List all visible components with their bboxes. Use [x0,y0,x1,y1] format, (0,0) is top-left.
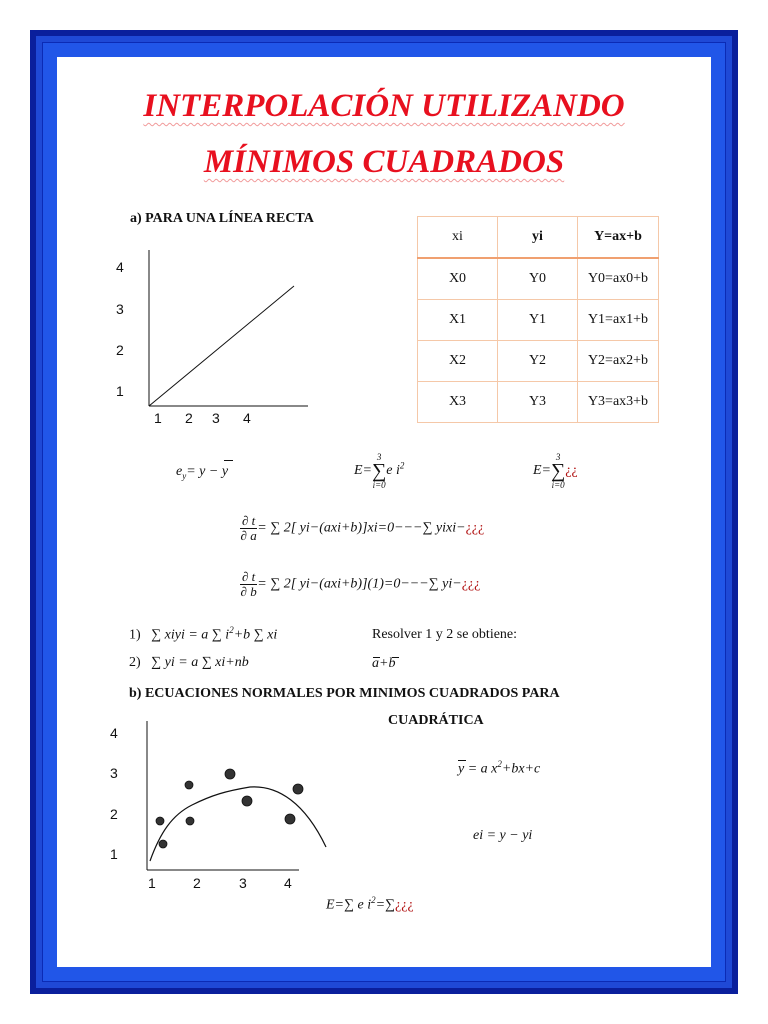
quadratic-graph-x-tick: 4 [284,875,292,891]
linear-graph-x-tick: 2 [185,410,193,426]
section-a-heading: a) PARA UNA LÍNEA RECTA [130,211,314,226]
table-header-cell: xi [418,217,498,259]
formula-error: $e_y= y - y$ [176,464,229,481]
linear-graph-x-tick: 3 [212,410,220,426]
values-table [417,216,659,423]
quadratic-graph-y-tick: 2 [110,806,118,822]
section-b-heading-line-2: CUADRÁTICA [388,713,484,728]
table-header-row [418,217,659,259]
data-point [293,784,303,794]
title-line-2: MÍNIMOS CUADRADOS [203,144,565,180]
table-cell: Y1 [498,300,578,341]
table-cell: Y2 [498,341,578,382]
data-point [185,781,193,789]
table-cell: X0 [418,258,498,300]
data-point [225,769,235,779]
title-line-1: INTERPOLACIÓN UTILIZANDO [143,88,625,124]
linear-graph-x-tick: 4 [243,410,251,426]
table-cell: Y0=ax0+b [578,258,659,300]
table-cell: Y3 [498,382,578,423]
overbar [224,460,233,461]
linear-graph-y-tick: 3 [116,301,124,317]
formula-E-quadratic: E=∑ e $i^2=\sum¿¿¿$ [326,895,414,913]
data-point [186,817,194,825]
linear-graph-x-tick: 1 [154,410,162,426]
data-point [156,817,164,825]
table-cell: Y1=ax1+b [578,300,659,341]
overbar [373,657,380,658]
quadratic-graph-y-tick: 3 [110,765,118,781]
resolver-text: Resolver 1 y 2 se obtiene: [372,627,518,642]
overbar [458,760,466,761]
equation-2: 2) ∑ yi = a ∑ xi+nb [129,655,249,670]
data-point [242,796,252,806]
linear-graph-y-tick: 2 [116,342,124,358]
table-header-cell: yi [498,217,578,259]
linear-graph-y-tick: 1 [116,383,124,399]
linear-graph-line [149,286,294,406]
solution-ab: a+b [372,656,396,671]
linear-graph [100,240,320,440]
table-cell: X2 [418,341,498,382]
table-header-cell: Y=ax+b [578,217,659,259]
table-cell: X3 [418,382,498,423]
quadratic-graph-x-tick: 3 [239,875,247,891]
linear-graph-y-tick: 4 [116,259,124,275]
table-cell: Y0 [498,258,578,300]
formula-E-sum-2: E=3 ∑ i=0¿¿ [533,452,578,490]
table-row [418,341,659,382]
section-b-heading-line-1: b) ECUACIONES NORMALES POR MINIMOS CUADRADOS PARA [129,686,560,701]
quadratic-graph-y-tick: 1 [110,846,118,862]
formula-derivative-b: $\frac{\partial t}{\partial b}$ = ∑ 2[ yi−(axi+b)](1)=0−−−∑ yi−¿¿¿ [240,569,481,599]
formula-derivative-a: $\frac{\partial t}{\partial a}$ = ∑ 2[ yi−(axi+b)]xi=0−−−∑ yixi−¿¿¿ [240,513,485,543]
data-point [159,840,167,848]
formula-quadratic: y = a $x^2+bx+c$ [458,759,541,777]
table-row [418,382,659,423]
table-cell: X1 [418,300,498,341]
overbar [392,657,399,658]
quadratic-graph-curve [150,787,326,861]
table-cell: Y3=ax3+b [578,382,659,423]
table-row [418,258,659,300]
quadratic-graph-y-tick: 4 [110,725,118,741]
formula-E-sum: E=3 ∑ i=0e $i^2$ [354,452,405,490]
quadratic-graph-x-tick: 1 [148,875,156,891]
quadratic-graph-x-tick: 2 [193,875,201,891]
formula-ei: ei = y − yi [473,828,533,843]
table-cell: Y2=ax2+b [578,341,659,382]
data-point [285,814,295,824]
table-row [418,300,659,341]
equation-1: 1) ∑ xiyi = a ∑ $i^2+b$ ∑ xi [129,625,278,643]
quadratic-graph [100,715,340,895]
